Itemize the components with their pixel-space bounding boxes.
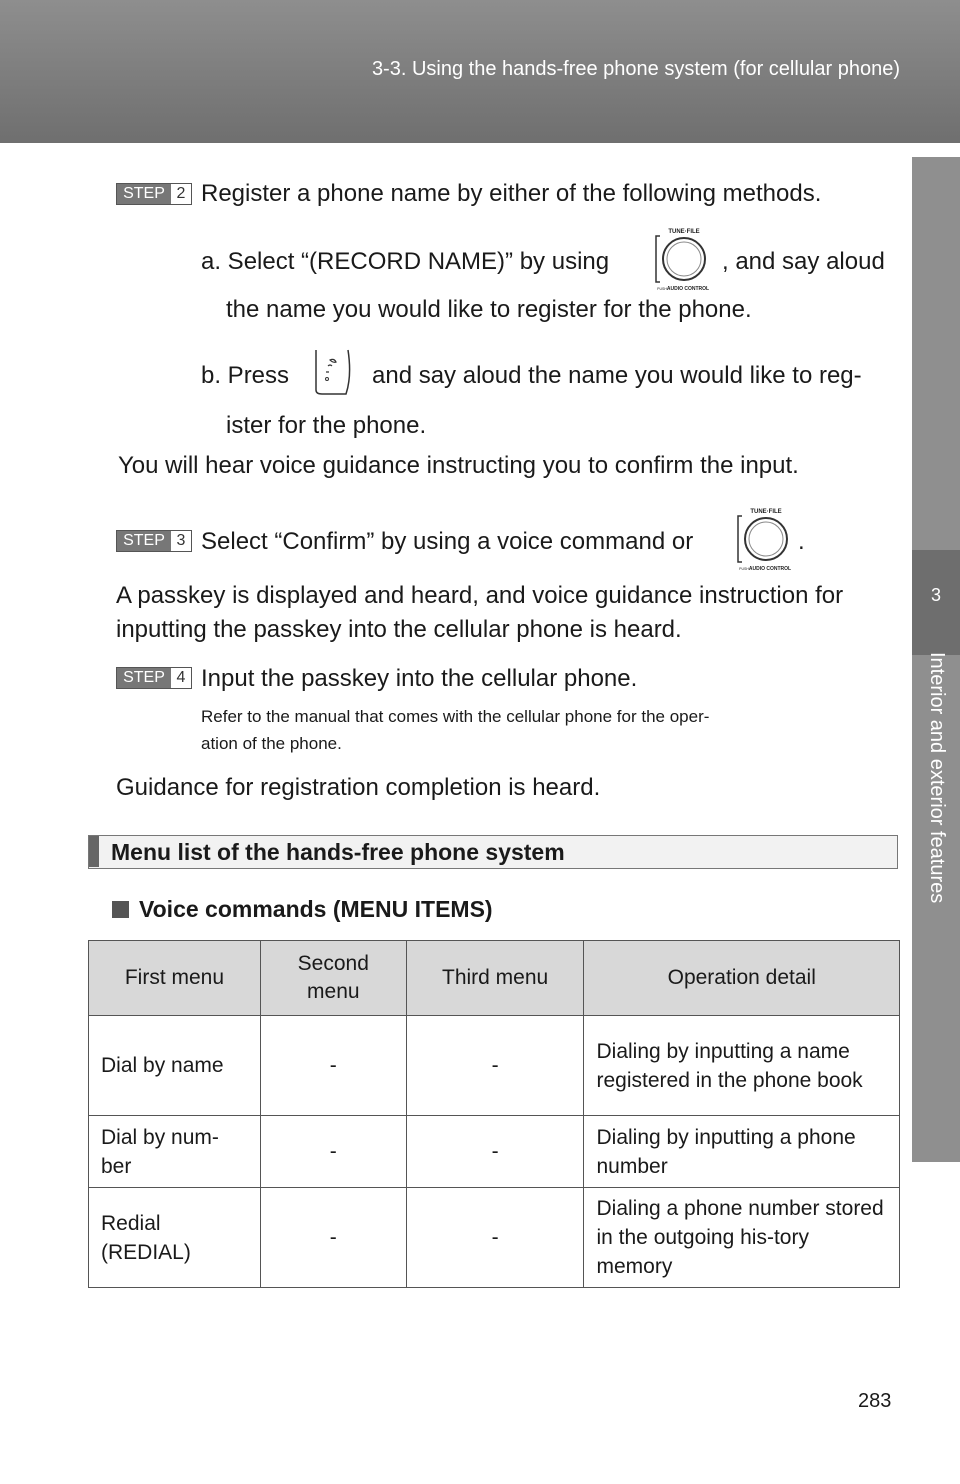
- table-cell: Dialing by inputting a phone number: [584, 1116, 900, 1188]
- table-cell: -: [406, 1016, 584, 1116]
- passkey-paragraph-line1: A passkey is displayed and heard, and voice guidance instruction for: [116, 582, 844, 609]
- table-cell: -: [406, 1116, 584, 1188]
- step-badge-label: STEP: [117, 184, 171, 204]
- method-a-before: a. Select “(RECORD NAME)” by using: [201, 248, 610, 275]
- step-badge-label: STEP: [117, 668, 171, 688]
- subheading: [112, 896, 493, 923]
- table-cell: Dial by name: [89, 1016, 261, 1116]
- table-header-row: [89, 941, 900, 1016]
- knob-push-label: PUSH: [739, 567, 749, 571]
- subheading-text: Voice commands (MENU ITEMS): [139, 896, 493, 922]
- passkey-paragraph-line2: inputting the passkey into the cellular phone is heard.: [116, 616, 682, 643]
- header-first-menu: First menu: [89, 941, 261, 1016]
- method-b-line2: ister for the phone.: [226, 412, 427, 439]
- method-b-after: and say aloud the name you would like to reg-: [372, 362, 862, 389]
- table-cell: Dialing by inputting a name registered in the phone book: [584, 1016, 900, 1116]
- step-badge-number: 4: [171, 668, 191, 688]
- side-tab-number: 3: [930, 585, 941, 605]
- table-cell: Dial by num-ber: [89, 1116, 261, 1188]
- header-second-menu: [260, 941, 406, 1016]
- section-title: Menu list of the hands-free phone system: [111, 839, 565, 865]
- section-heading-bar: [88, 835, 898, 869]
- page-header: [0, 0, 960, 143]
- square-bullet-icon: [112, 901, 129, 918]
- step-4-text: Input the passkey into the cellular phone.: [201, 665, 638, 692]
- talk-switch-icon: [308, 346, 356, 398]
- table-cell: Redial (REDIAL): [89, 1188, 261, 1288]
- method-a-line2: the name you would like to register for the phone.: [226, 296, 752, 323]
- step-2-badge: [116, 183, 192, 205]
- page-number: 283: [858, 1390, 892, 1412]
- knob-bottom-label: AUDIO CONTROL: [666, 286, 710, 292]
- table-row: [89, 1016, 900, 1116]
- tune-file-knob-icon: [644, 226, 716, 292]
- step-2-note: You will hear voice guidance instructing you to confirm the input.: [118, 452, 799, 479]
- step-4-note-line1: Refer to the manual that comes with the cellular phone for the oper-: [201, 707, 710, 726]
- table-row: [89, 1116, 900, 1188]
- tune-file-knob-icon: [726, 506, 798, 572]
- step-4-badge: [116, 667, 192, 689]
- table-cell: -: [260, 1188, 406, 1288]
- step-3-text-end: .: [798, 528, 805, 555]
- completion-text: Guidance for registration completion is heard.: [116, 774, 601, 801]
- header-second-menu-text: Second menu: [297, 952, 369, 1003]
- table-cell: Dialing a phone number stored in the outgoing his-tory memory: [584, 1188, 900, 1288]
- header-third-menu: Third menu: [406, 941, 584, 1016]
- side-tab-label: Interior and exterior features: [926, 652, 948, 904]
- table-cell: -: [260, 1116, 406, 1188]
- step-4-note-line2: ation of the phone.: [201, 734, 342, 753]
- knob-push-label: PUSH: [657, 287, 667, 291]
- step-badge-number: 2: [171, 184, 191, 204]
- step-3-text: Select “Confirm” by using a voice command or: [201, 528, 694, 555]
- header-operation-detail: Operation detail: [584, 941, 900, 1016]
- menu-table: [88, 940, 900, 1288]
- step-2-text: Register a phone name by either of the following methods.: [201, 180, 822, 207]
- knob-top-label: TUNE·FILE: [668, 229, 700, 235]
- knob-top-label: TUNE·FILE: [750, 509, 782, 515]
- table-cell: -: [260, 1016, 406, 1116]
- step-badge-number: 3: [171, 531, 191, 551]
- step-3-badge: [116, 530, 192, 552]
- method-b-before: b. Press: [201, 362, 290, 389]
- table-row: [89, 1188, 900, 1288]
- step-badge-label: STEP: [117, 531, 171, 551]
- section-accent: [89, 836, 99, 867]
- method-a-after: , and say aloud: [722, 248, 885, 275]
- table-cell: -: [406, 1188, 584, 1288]
- header-title: 3-3. Using the hands-free phone system (for cellular phone): [371, 58, 900, 80]
- knob-bottom-label: AUDIO CONTROL: [748, 566, 792, 572]
